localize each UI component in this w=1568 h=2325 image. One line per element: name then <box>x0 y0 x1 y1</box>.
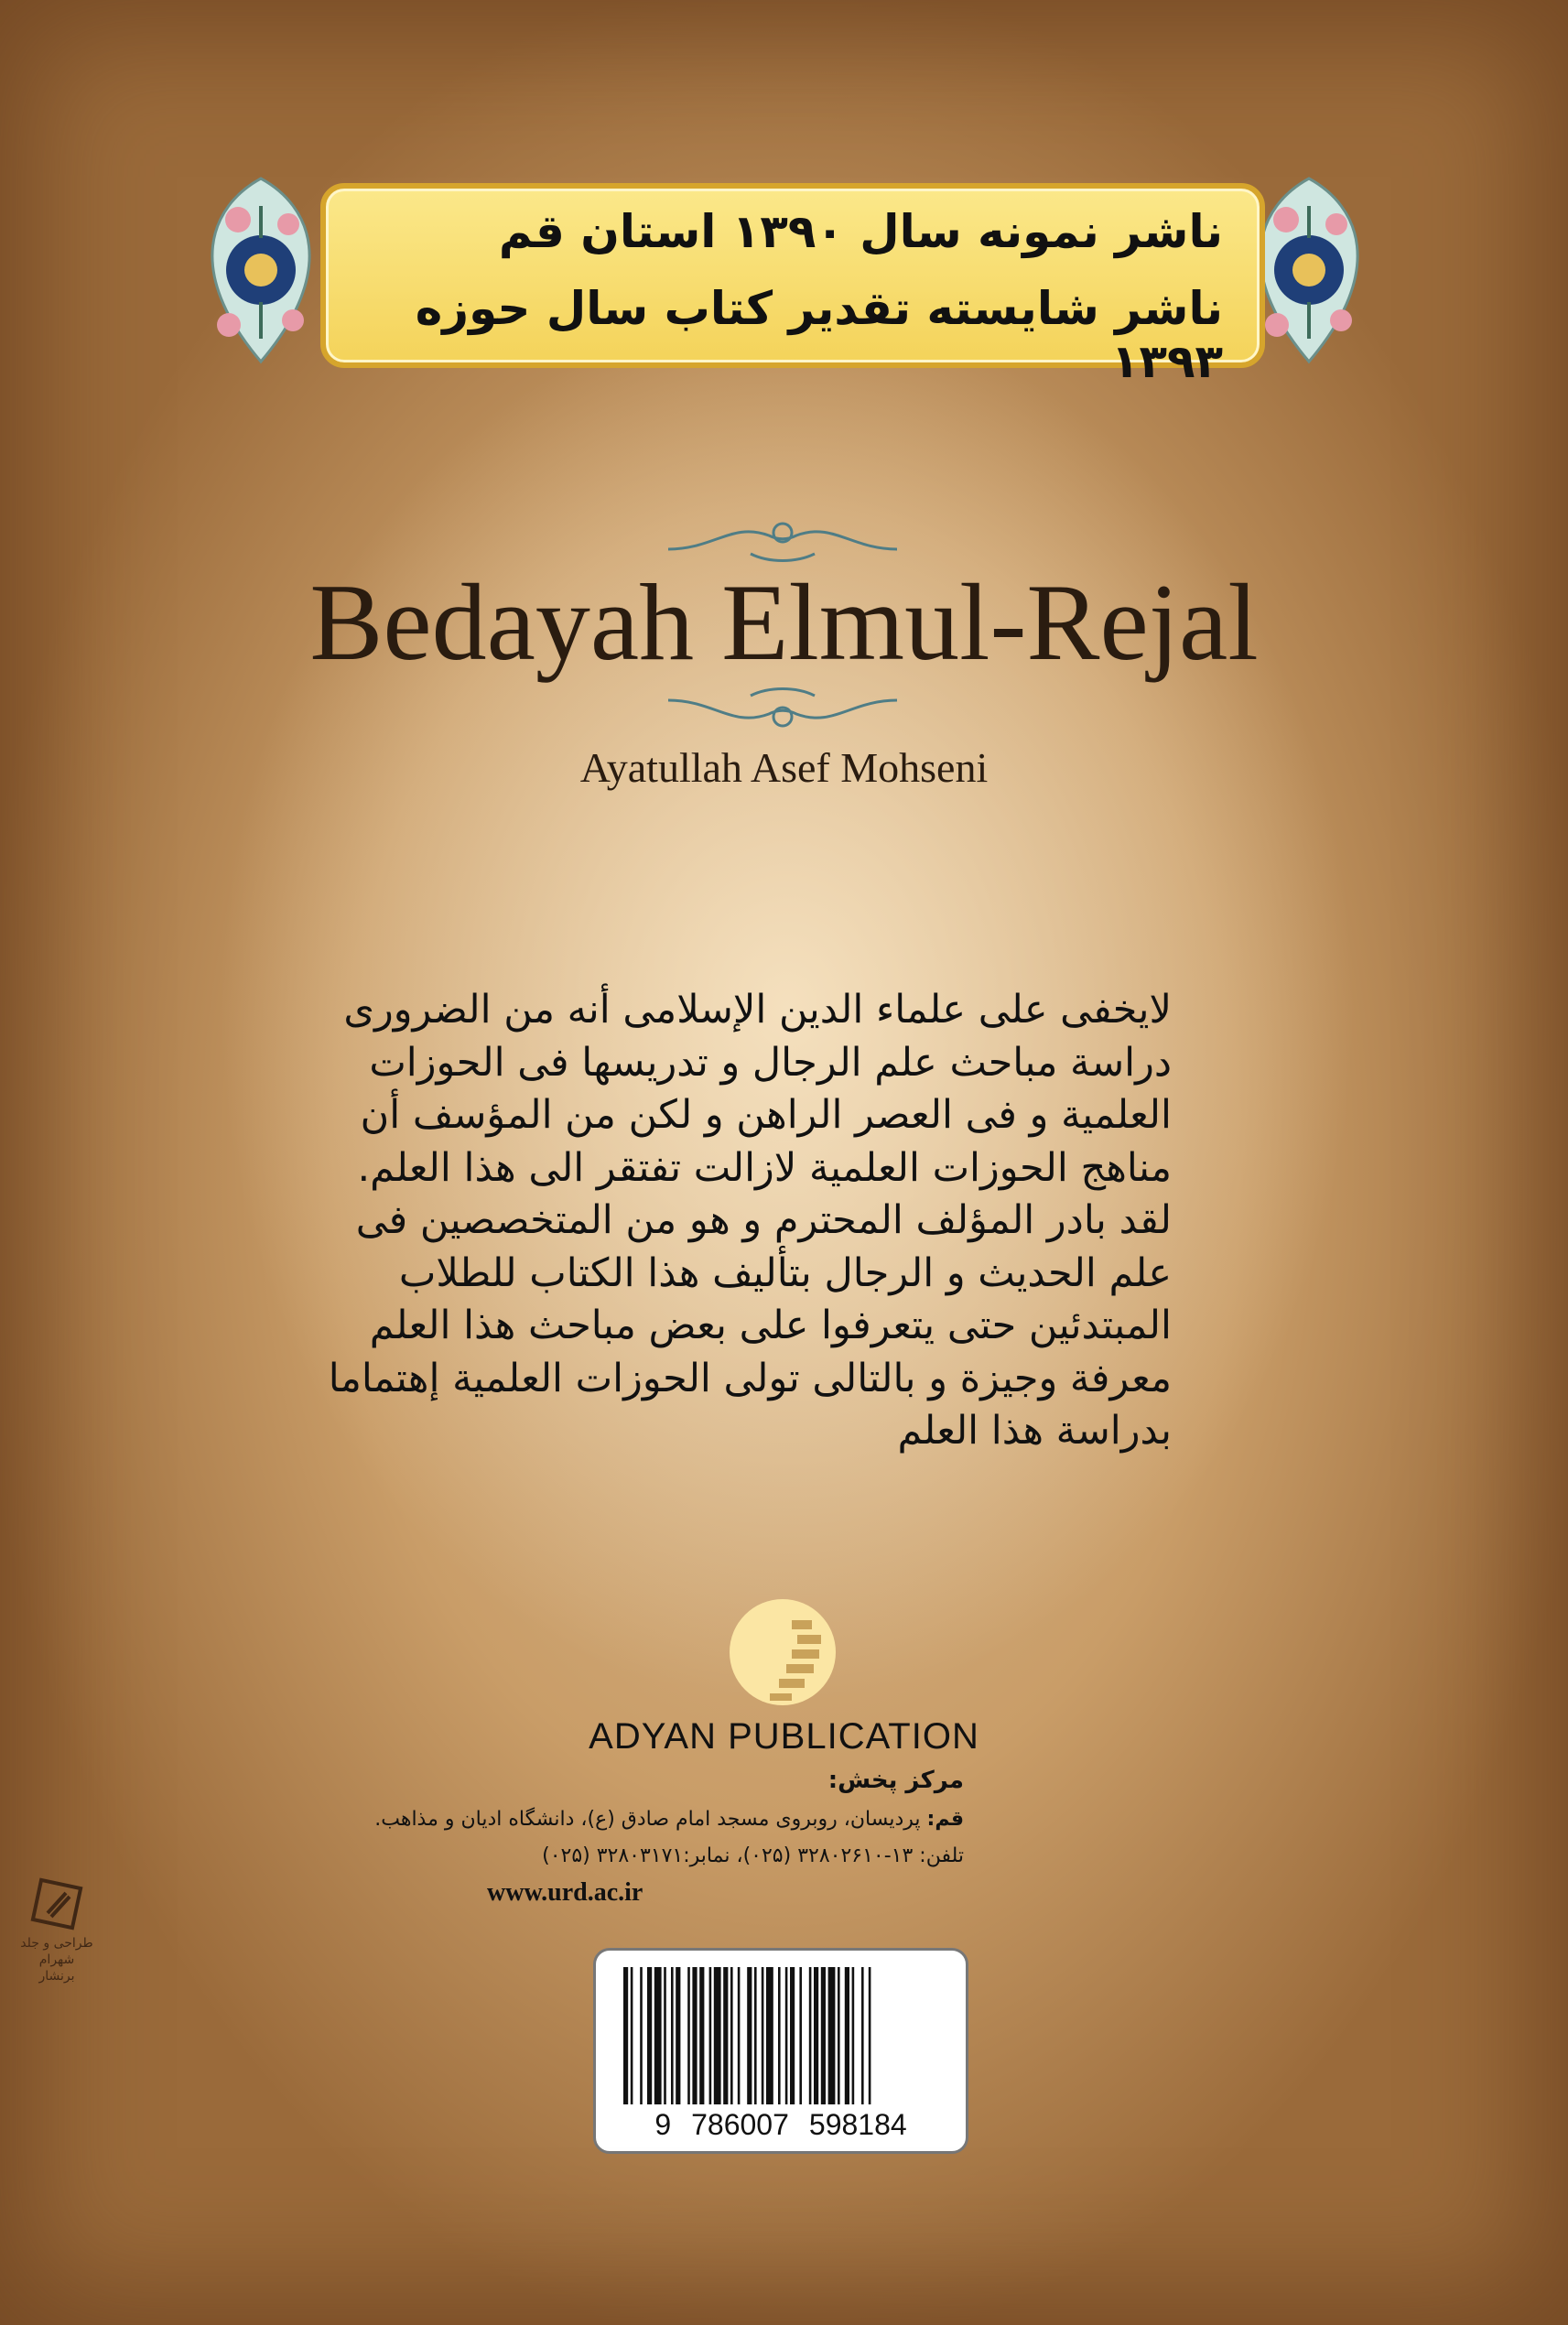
description-line: العلمیة و فی العصر الراهن و لکن من المؤسف أن <box>360 1092 1172 1138</box>
award-banner <box>320 183 1265 388</box>
barcode-bar <box>778 1967 781 2104</box>
barcode-bar <box>723 1967 728 2104</box>
barcode-bar <box>869 1967 871 2104</box>
publisher-logo-icon <box>728 1593 847 1712</box>
barcode-bar <box>623 1967 628 2104</box>
distribution-phones: تلفن: ۱۳-۳۲۸۰۲۶۱۰ (۰۲۵)، نمابر:۳۲۸۰۳۱۷۱ (۰۲۵) <box>542 1844 964 1867</box>
book-author: Ayatullah Asef Mohseni <box>579 744 989 791</box>
barcode-bar <box>654 1967 662 2104</box>
designer-line-1: طراحی و جلد <box>20 1936 93 1951</box>
barcode-bar <box>747 1967 752 2104</box>
barcode-bar <box>676 1967 680 2104</box>
barcode-bar <box>709 1967 712 2104</box>
barcode-bar <box>799 1967 802 2104</box>
barcode-bar <box>664 1967 666 2104</box>
designer-logo-icon <box>29 1876 84 1931</box>
barcode-bar <box>714 1967 721 2104</box>
description-line: المبتدئین حتی یتعرفوا علی بعض مباحث هذا العلم <box>369 1303 1172 1348</box>
barcode-bar <box>754 1967 757 2104</box>
barcode-digit-group: 786007 <box>691 2108 789 2141</box>
description-line: لایخفی علی علماء الدین الإسلامی أنه من الضروری <box>343 987 1172 1033</box>
book-title: Bedayah Elmul-Rejal <box>309 561 1259 683</box>
barcode-bar <box>631 1967 633 2104</box>
barcode-bar <box>861 1967 864 2104</box>
description-line: لقد بادر المؤلف المحترم و هو من المتخصصین فی <box>355 1197 1172 1243</box>
award-line-2: ناشر شایسته تقدیر کتاب سال حوزه ۱۳۹۳ <box>415 282 1223 388</box>
barcode-bar <box>671 1967 674 2104</box>
barcode-bar <box>762 1967 764 2104</box>
barcode-digits <box>596 2108 966 2142</box>
barcode-bars <box>596 1967 966 2123</box>
barcode-bar <box>692 1967 697 2104</box>
city-label: قم: <box>926 1808 964 1831</box>
designer-credit <box>20 1876 93 1984</box>
barcode-bar <box>640 1967 643 2104</box>
description-line: بدراسة هذا العلم <box>897 1408 1172 1454</box>
barcode-bar <box>738 1967 741 2104</box>
barcode-bar <box>814 1967 818 2104</box>
barcode-bar <box>687 1967 690 2104</box>
barcode-bar <box>785 1967 788 2104</box>
barcode-bar <box>647 1967 652 2104</box>
website-link[interactable]: www.urd.ac.ir <box>487 1878 643 1907</box>
description-line: معرفة وجیزة و بالتالی تولی الحوزات العلمیة إهتماما <box>328 1355 1172 1401</box>
barcode-bar <box>852 1967 855 2104</box>
description-line: علم الحدیث و الرجال بتألیف هذا الکتاب للطلاب <box>398 1249 1172 1296</box>
barcode-bar <box>838 1967 840 2104</box>
top-flourish-icon <box>659 513 906 568</box>
bottom-flourish-icon <box>659 682 906 737</box>
barcode-bar <box>828 1967 836 2104</box>
designer-line-2: شهرام برنشار <box>38 1952 75 1984</box>
barcode-bar <box>699 1967 704 2104</box>
barcode-bar <box>730 1967 733 2104</box>
address-text: پردیسان، روبروی مسجد امام صادق (ع)، دانشگاه ادیان و مذاهب. <box>374 1808 921 1831</box>
barcode-bar <box>845 1967 849 2104</box>
barcode-digit-group: 598184 <box>808 2108 907 2141</box>
isbn-barcode <box>593 1948 968 2154</box>
barcode-bar <box>821 1967 826 2104</box>
book-description <box>328 984 1172 1458</box>
distribution-address <box>374 1808 964 1831</box>
barcode-bar <box>809 1967 812 2104</box>
barcode-digit-group: 9 <box>654 2108 672 2141</box>
barcode-bar <box>790 1967 795 2104</box>
award-line-1: ناشر نمونه سال ۱۳۹۰ استان قم <box>498 205 1223 258</box>
description-line: دراسة مباحث علم الرجال و تدریسها فی الحوزات <box>369 1039 1172 1086</box>
barcode-bar <box>766 1967 773 2104</box>
distribution-heading: مرکز پخش: <box>827 1767 964 1794</box>
description-line: مناهج الحوزات العلمیة لازالت تفتقر الی هذا العلم. <box>357 1144 1172 1191</box>
publisher-name: ADYAN PUBLICATION <box>589 1716 979 1757</box>
